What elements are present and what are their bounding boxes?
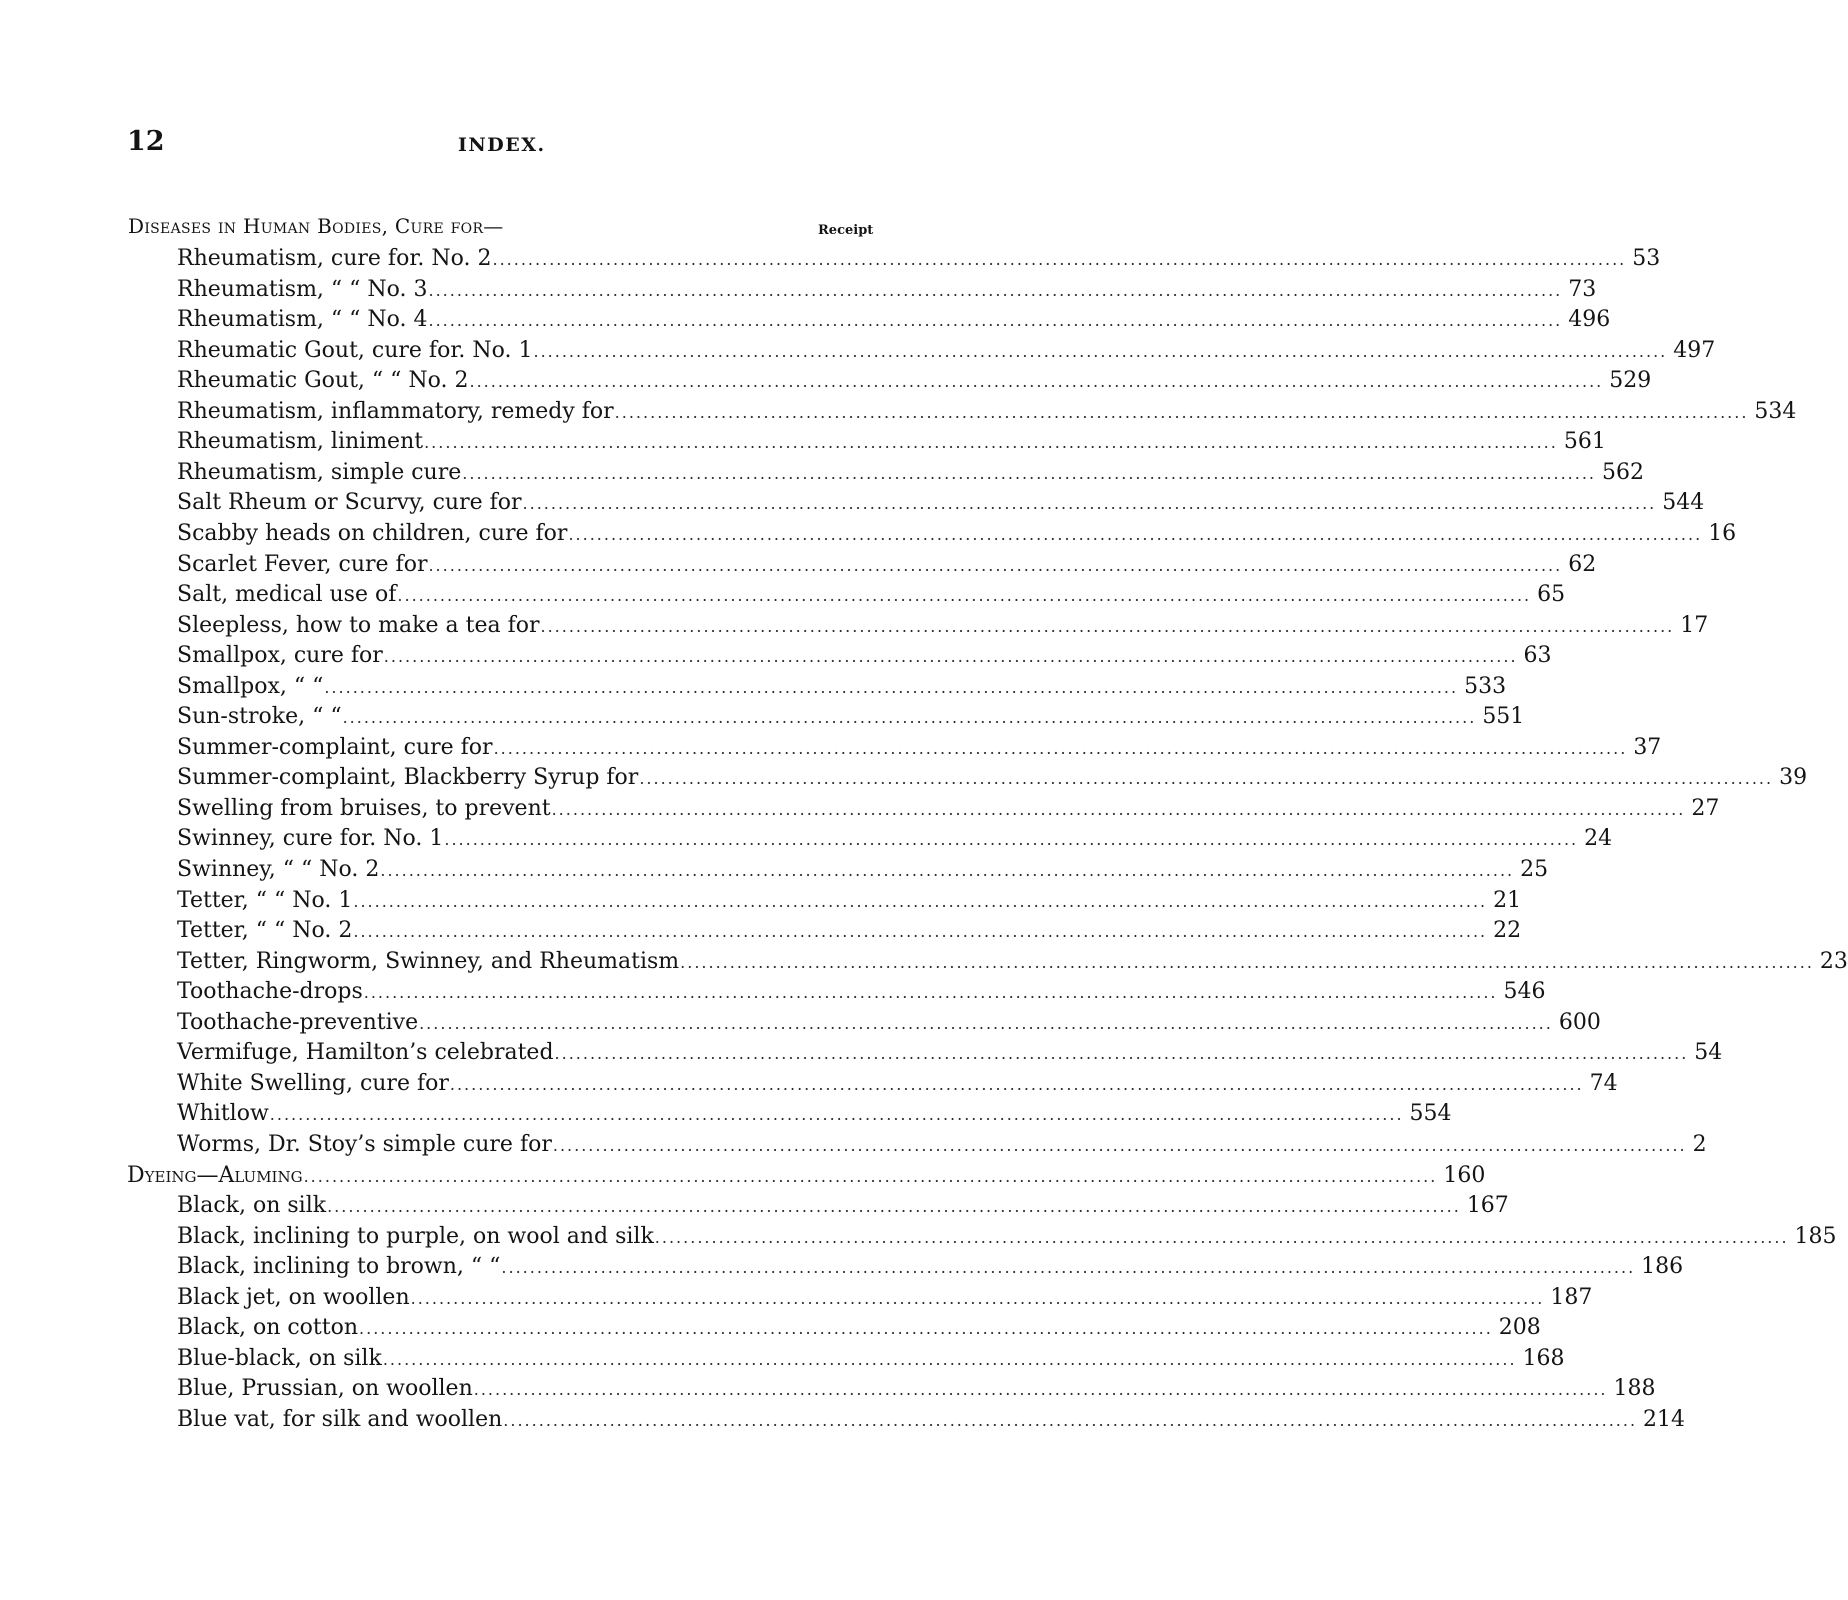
entry-label: White Swelling, cure for (177, 1070, 449, 1096)
index-entry (0, 1313, 1541, 1344)
receipt-number: 63 (1523, 643, 1552, 669)
entry-label: Blue-black, on silk (177, 1345, 382, 1371)
dot-leader: ................................................................................................................................................................ (444, 830, 1579, 850)
entry-label: Tetter, “ “ No. 2 (177, 918, 353, 944)
receipt-number: 23 (1819, 948, 1848, 974)
dot-leader: ................................................................................................................................................................ (551, 799, 1686, 819)
receipt-number: 25 (1520, 857, 1549, 882)
index-entry (0, 1283, 1593, 1314)
entry-label: Swelling from bruises, to prevent (177, 795, 551, 821)
index-entry (0, 305, 1611, 336)
entry-label: Blue vat, for silk and woollen (177, 1406, 503, 1432)
receipt-number: 39 (1779, 765, 1808, 791)
index-entry (0, 702, 1525, 733)
entry-label: Sleepless, how to make a tea for (177, 612, 540, 638)
dot-leader: ................................................................................................................................................................ (654, 1227, 1789, 1247)
dot-leader: ................................................................................................................................................................ (424, 433, 1558, 453)
index-entry (0, 488, 1705, 519)
index-entry (0, 947, 1848, 978)
index-entry (0, 1222, 1837, 1253)
receipt-number: 214 (1643, 1406, 1686, 1432)
section-heading: Diseases in Human Bodies, Cure for— (128, 214, 504, 238)
dot-leader: ................................................................................................................................................................ (428, 280, 1563, 300)
entry-label: Smallpox, “ “ (177, 673, 324, 699)
entry-label: Summer-complaint, cure for (177, 734, 493, 760)
dot-leader: ................................................................................................................................................................ (324, 677, 1459, 697)
index-entry (0, 1099, 1452, 1130)
index-entry (0, 641, 1552, 672)
receipt-number: 53 (1632, 246, 1661, 271)
index-entry (0, 458, 1645, 489)
entry-label: Rheumatism, inflammatory, remedy for (177, 398, 614, 424)
receipt-number: 21 (1493, 887, 1522, 913)
index-entry (0, 1252, 1684, 1283)
entry-label: Swinney, “ “ No. 2 (177, 857, 380, 882)
entry-label: Salt, medical use of (177, 582, 397, 608)
index-entry (0, 611, 1709, 642)
dot-leader: ................................................................................................................................................................ (568, 524, 1703, 544)
receipt-number: 188 (1613, 1376, 1656, 1402)
receipt-number: 544 (1662, 490, 1705, 516)
entry-label: Black, on cotton (177, 1315, 359, 1341)
entry-label: Vermifuge, Hamilton’s celebrated (177, 1040, 554, 1066)
receipt-number: 554 (1409, 1101, 1452, 1127)
dot-leader: ................................................................................................................................................................ (380, 861, 1515, 880)
index-entry (0, 275, 1597, 306)
dot-leader: ................................................................................................................................................................ (382, 1349, 1517, 1369)
receipt-number: 546 (1503, 979, 1546, 1005)
dot-leader: ................................................................................................................................................................ (614, 402, 1749, 422)
dot-leader: ................................................................................................................................................................ (469, 372, 1604, 392)
receipt-number: 534 (1754, 398, 1797, 424)
receipt-number: 16 (1708, 520, 1737, 546)
receipt-number: 37 (1633, 734, 1662, 760)
receipt-number: 497 (1673, 337, 1716, 363)
dot-leader: ................................................................................................................................................................ (462, 463, 1597, 483)
dot-leader: ................................................................................................................................................................ (533, 341, 1668, 361)
entry-label: Rheumatic Gout, “ “ No. 2 (177, 368, 469, 394)
index-entry (0, 550, 1597, 581)
entry-label: Rheumatism, cure for. No. 2 (177, 246, 492, 271)
dot-leader: ................................................................................................................................................................ (552, 1135, 1687, 1155)
receipt-number: 208 (1498, 1315, 1541, 1341)
receipt-number: 17 (1680, 612, 1709, 638)
receipt-number: 600 (1558, 1009, 1601, 1035)
index-entry (0, 855, 1549, 886)
index-entry (0, 1038, 1723, 1069)
page-number: 12 (127, 126, 165, 157)
dot-leader: ................................................................................................................................................................ (554, 1044, 1689, 1064)
entry-label: Blue, Prussian, on woollen (177, 1376, 473, 1402)
dot-leader: ................................................................................................................................................................ (410, 1288, 1545, 1308)
dot-leader: ................................................................................................................................................................ (540, 616, 1675, 636)
index-section-entry (0, 1161, 1486, 1192)
entry-label: Tetter, “ “ No. 1 (177, 887, 353, 913)
entry-label: Toothache-drops (177, 979, 363, 1005)
dot-leader: ................................................................................................................................................................ (327, 1197, 1461, 1217)
index-entry (0, 397, 1797, 428)
entry-label: Rheumatism, simple cure (177, 459, 462, 485)
entry-label: Toothache-preventive (177, 1009, 419, 1035)
entry-label: Rheumatism, liniment (177, 429, 424, 455)
index-entry (0, 763, 1808, 794)
dot-leader: ................................................................................................................................................................ (473, 1380, 1608, 1400)
dot-leader: ................................................................................................................................................................ (419, 1013, 1553, 1033)
index-entry (0, 1405, 1686, 1436)
index-entry (0, 580, 1566, 611)
index-entry (0, 1191, 1509, 1222)
receipt-number: 533 (1464, 673, 1507, 699)
receipt-number: 496 (1568, 307, 1611, 333)
entry-label: Rheumatism, “ “ No. 3 (177, 276, 428, 302)
dot-leader: ................................................................................................................................................................ (501, 1258, 1636, 1278)
entry-label: Worms, Dr. Stoy’s simple cure for (177, 1131, 552, 1157)
receipt-number: 529 (1609, 368, 1652, 394)
receipt-number: 74 (1589, 1070, 1618, 1096)
dot-leader: ................................................................................................................................................................ (639, 769, 1774, 789)
index-entry (0, 366, 1652, 397)
entry-label: Sun-stroke, “ “ (177, 704, 342, 730)
dot-leader: ................................................................................................................................................................ (522, 494, 1657, 514)
dot-leader: ................................................................................................................................................................ (397, 586, 1532, 606)
running-title: INDEX. (458, 134, 546, 156)
receipt-number: 160 (1443, 1162, 1486, 1188)
receipt-number: 54 (1694, 1040, 1723, 1066)
receipt-number: 65 (1537, 582, 1566, 608)
index-entry (0, 794, 1720, 825)
entry-label: Dyeing—Aluming (127, 1162, 303, 1188)
dot-leader: ................................................................................................................................................................ (342, 708, 1477, 728)
receipt-number: 2 (1692, 1131, 1707, 1157)
index-entry (0, 1008, 1601, 1039)
dot-leader: ................................................................................................................................................................ (428, 311, 1563, 331)
receipt-number: 186 (1641, 1254, 1684, 1280)
entry-label: Smallpox, cure for (177, 643, 383, 669)
entry-label: Summer-complaint, Blackberry Syrup for (177, 765, 639, 791)
dot-leader: ................................................................................................................................................................ (363, 983, 1498, 1003)
dot-leader: ................................................................................................................................................................ (503, 1410, 1638, 1430)
index-entry (0, 244, 1661, 275)
entry-label: Rheumatism, “ “ No. 4 (177, 307, 428, 333)
receipt-number: 168 (1522, 1345, 1565, 1371)
index-entry (0, 519, 1737, 550)
index-entry (0, 1374, 1656, 1405)
dot-leader: ................................................................................................................................................................ (269, 1105, 1404, 1125)
index-entry (0, 427, 1606, 458)
dot-leader: ................................................................................................................................................................ (449, 1074, 1584, 1094)
index-entry (0, 1130, 1707, 1161)
index-entry (0, 824, 1613, 855)
entry-label: Black, inclining to purple, on wool and silk (177, 1223, 654, 1249)
receipt-number: 562 (1602, 459, 1645, 485)
entry-label: Scabby heads on children, cure for (177, 520, 568, 546)
dot-leader: ................................................................................................................................................................ (353, 922, 1488, 942)
index-entry (0, 336, 1716, 367)
receipt-number: 551 (1482, 704, 1525, 730)
receipt-number: 185 (1794, 1223, 1837, 1249)
receipt-number: 561 (1563, 429, 1606, 455)
index-entry (0, 672, 1507, 703)
dot-leader: ................................................................................................................................................................ (493, 738, 1628, 758)
index-entry (0, 733, 1662, 764)
receipt-number: 187 (1550, 1284, 1593, 1310)
entry-label: Black, on silk (177, 1193, 327, 1219)
entry-label: Rheumatic Gout, cure for. No. 1 (177, 337, 533, 363)
dot-leader: ................................................................................................................................................................ (492, 250, 1627, 269)
receipt-number: 22 (1493, 918, 1522, 944)
index-entry (0, 1069, 1618, 1100)
dot-leader: ................................................................................................................................................................ (359, 1319, 1493, 1339)
entry-label: Whitlow (177, 1101, 269, 1127)
entry-label: Scarlet Fever, cure for (177, 551, 428, 577)
receipt-number: 27 (1691, 795, 1720, 821)
dot-leader: ................................................................................................................................................................ (303, 1166, 1438, 1186)
entry-label: Black, inclining to brown, “ “ (177, 1254, 501, 1280)
receipt-column-label: Receipt (818, 223, 874, 238)
receipt-number: 73 (1568, 276, 1597, 302)
entry-label: Tetter, Ringworm, Swinney, and Rheumatism (177, 948, 680, 974)
dot-leader: ................................................................................................................................................................ (383, 647, 1518, 667)
dot-leader: ................................................................................................................................................................ (680, 952, 1814, 972)
dot-leader: ................................................................................................................................................................ (353, 891, 1488, 911)
index-entry (0, 977, 1546, 1008)
index-entry (0, 916, 1522, 947)
receipt-number: 62 (1568, 551, 1597, 577)
entry-label: Black jet, on woollen (177, 1284, 410, 1310)
entry-label: Swinney, cure for. No. 1 (177, 826, 444, 852)
receipt-number: 24 (1584, 826, 1613, 852)
dot-leader: ................................................................................................................................................................ (428, 555, 1563, 575)
receipt-number: 167 (1466, 1193, 1509, 1219)
index-entry (0, 886, 1522, 917)
index-entry (0, 1344, 1565, 1375)
entry-label: Salt Rheum or Scurvy, cure for (177, 490, 522, 516)
